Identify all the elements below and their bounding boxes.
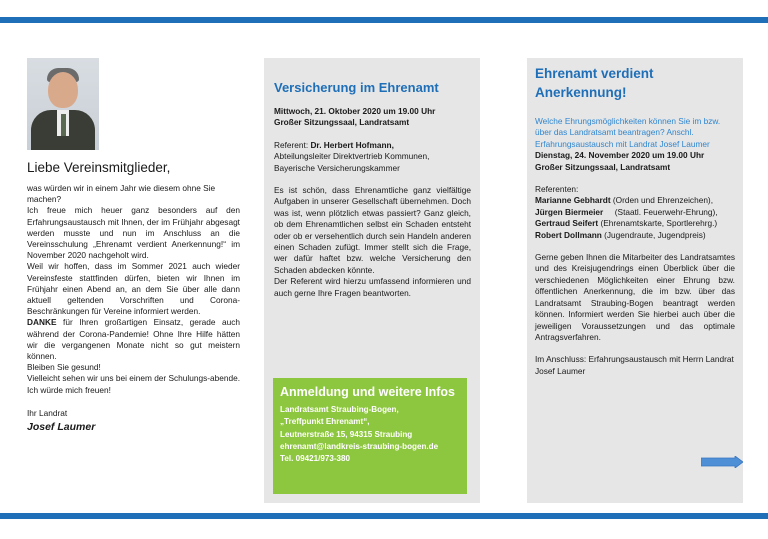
paragraph-exchange: Ich freue mich heuer ganz besonders auf den Erfahrungsaustausch mit Ihnen, der im Frühjahr abgesagt werden musste und nun im Anschluss an die Vereinsschulung „Ehrenamt verdient Anerkennung!“ im November 2020 nachgeholt wird. bbox=[27, 205, 240, 261]
referent-item bbox=[535, 195, 735, 206]
recognition-closing: Im Anschluss: Erfahrungsaustausch mit Herrn Landrat Josef Laumer bbox=[535, 354, 734, 376]
paragraph-summer: Weil wir hoffen, dass im Sommer 2021 auch wieder Vereinsfeste stattfinden dürfen, bieten wir Ihnen im Frühjahr einen Abend an, an dem Sie über alle dann aktuell geltenden Vorschriften und Corona-Beschränkungen für Vereine informiert werden. bbox=[27, 261, 240, 317]
recognition-place: Großer Sitzungssaal, Landratsamt bbox=[535, 161, 671, 172]
registration-line: Leutnerstraße 15, 94315 Straubing bbox=[280, 429, 413, 439]
right-arrow-icon[interactable] bbox=[701, 456, 743, 468]
insurance-place: Großer Sitzungssaal, Landratsamt bbox=[274, 117, 410, 128]
closing-line: Vielleicht sehen wir uns bei einem der Schulungs-abende. Ich würde mich freuen! bbox=[27, 373, 240, 395]
recognition-panel bbox=[527, 58, 743, 503]
portrait-photo bbox=[27, 58, 99, 150]
top-accent-bar bbox=[0, 17, 768, 23]
insurance-referent bbox=[274, 140, 471, 151]
referent-label: Referent: bbox=[274, 139, 311, 150]
recognition-intro: Welche Ehrungsmöglichkeiten können Sie im bzw. über das Landratsamt beantragen? Anschl. Erfahrungsaustausch mit Landrat Josef Laumer bbox=[535, 116, 721, 149]
registration-title: Anmeldung und weitere Infos bbox=[280, 385, 456, 399]
letter-column bbox=[27, 58, 240, 433]
insurance-panel bbox=[264, 58, 480, 503]
referent-item-detail: (Ehrenamtskarte, Sportlerehrg.) bbox=[598, 218, 718, 229]
registration-line: Landratsamt Straubing-Bogen, bbox=[280, 405, 399, 414]
recognition-title: Ehrenamt verdient Anerkennung! bbox=[535, 66, 654, 100]
registration-email[interactable]: ehrenamt@landkreis-straubing-bogen.de bbox=[280, 441, 439, 451]
referent-item-detail: (Staatl. Feuerwehr-Ehrung), bbox=[603, 206, 718, 217]
registration-box bbox=[273, 378, 467, 494]
referent-item-name: Marianne Gebhardt bbox=[535, 195, 611, 206]
referent-item-name: Jürgen Biermeier bbox=[535, 206, 604, 217]
referent-role: Abteilungsleiter Direktvertrieb Kommunen, Bayerische Versicherungskammer bbox=[274, 151, 430, 173]
thanks-bold: DANKE bbox=[27, 317, 57, 328]
referent-item-name: Robert Dollmann bbox=[535, 229, 602, 240]
registration-phone: Tel. 09421/973-380 bbox=[280, 454, 351, 464]
bottom-accent-bar bbox=[0, 513, 768, 519]
greeting: Liebe Vereinsmitglieder, bbox=[27, 160, 171, 175]
referent-item-name: Gertraud Seifert bbox=[535, 218, 599, 229]
stay-healthy: Bleiben Sie gesund! bbox=[27, 362, 101, 373]
registration-line: „Treffpunkt Ehrenamt“, bbox=[280, 417, 370, 427]
referent-item-detail: (Jugendraute, Jugendpreis) bbox=[601, 229, 706, 240]
signature-name: Josef Laumer bbox=[27, 421, 96, 434]
referent-item bbox=[535, 218, 735, 229]
referent-item bbox=[535, 207, 735, 218]
intro-line: was würden wir in einem Jahr wie diesem ohne Sie machen? bbox=[27, 183, 216, 205]
recognition-body: Gerne geben Ihnen die Mitarbeiter des Landratsamtes und des Kreisjugendrings einen Überblick über die verschiedenen Möglichkeiten einer Ehrung bzw. öffentlichen Anerkennung, die im bzw. über das Landratsamt Straubing-Bogen beantragt werden können. Informiert werden Sie hierbei auch über die jeweiligen Voraussetzungen und das optimale Antragsverfahren. bbox=[535, 252, 735, 342]
insurance-title: Versicherung im Ehrenamt bbox=[274, 80, 439, 95]
referent-item bbox=[535, 230, 735, 241]
signature-role: Ihr Landrat bbox=[27, 407, 68, 418]
insurance-date: Mittwoch, 21. Oktober 2020 um 19.00 Uhr bbox=[274, 106, 436, 116]
insurance-body2: Der Referent wird hierzu umfassend informieren und auch gerne Ihre Fragen beantworten. bbox=[274, 276, 471, 298]
thanks-text: für Ihren großartigen Einsatz, gerade auch während der Corona-Pandemie! Ohne Ihre Hilfe hätten wir die vergangenen Monate nicht so gut meistern können. bbox=[27, 317, 240, 362]
referents-heading: Referenten: bbox=[535, 184, 579, 195]
paragraph-thanks bbox=[27, 317, 240, 362]
recognition-date: Dienstag, 24. November 2020 um 19.00 Uhr bbox=[535, 150, 705, 161]
insurance-body: Es ist schön, dass Ehrenamtliche ganz vielfältige Aufgaben in unserer Gesellschaft übernehmen. Doch was ist, wenn plötzlich etwas passiert? Ganz gleich, ob dem Ehrenamtlichen selbst ein Schaden entsteht oder ob er versehentlich durch sein Handeln anderen einen Schaden zufügt. Immer stellt sich die Frage, wer dafür haftet bzw. welche Versicherung den Schaden abdecken könnte. bbox=[274, 185, 471, 275]
referent-item-detail: (Orden und Ehrenzeichen), bbox=[610, 195, 713, 206]
referent-name: Dr. Herbert Hofmann, bbox=[310, 139, 394, 150]
